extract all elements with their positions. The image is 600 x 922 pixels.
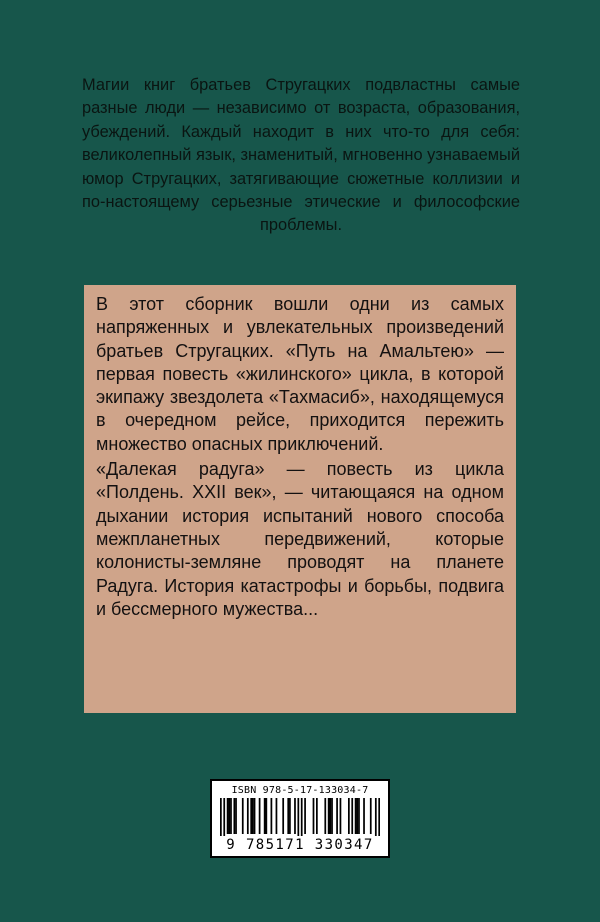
barcode-bar [223, 798, 225, 836]
barcode-bar [316, 798, 318, 834]
barcode-bar [242, 798, 244, 834]
barcode-bar [294, 798, 296, 834]
description-paragraph-1: В этот сборник вошли одни из самых напряженных и увлекательных произведений братьев Стругацких. «Путь на Амальтею» — первая повесть «жилинского» цикла, в которой экипажу звездолета «Тахмасиб», находящемуся в очередном рейсе, приходится пережить множество опасных приключений. [96, 294, 504, 454]
barcode-bar [313, 798, 315, 834]
barcode-bar [370, 798, 372, 834]
barcode-bar [331, 798, 333, 834]
barcode-bar [276, 798, 278, 834]
barcode-bar [220, 798, 222, 836]
blurb-text [82, 74, 520, 238]
barcode-bar [259, 798, 261, 834]
description-paragraph-2: «Далекая радуга» — повесть из цикла «Полдень. XXII век», — читающаяся на одном дыхании история испытаний нового способа межпланетных передвижений, которые колонисты-земляне проводят на планете Радуга. История катастрофы и борьбы, подвига и бессмерного мужества... [96, 459, 504, 619]
barcode-bar [271, 798, 273, 834]
barcode-bar [289, 798, 291, 834]
barcode-bar [375, 798, 377, 836]
barcode-bar [336, 798, 338, 834]
barcode-bar [228, 798, 230, 834]
barcode-bar [287, 798, 289, 834]
barcode-bar [304, 798, 306, 834]
barcode-bar [233, 798, 235, 834]
barcode-bar [264, 798, 266, 834]
barcode-bar [230, 798, 232, 834]
barcode-bar [250, 798, 252, 834]
barcode-bar [324, 798, 326, 834]
barcode-bar [227, 798, 229, 834]
barcode-image [220, 798, 380, 836]
barcode-bar [355, 798, 357, 834]
barcode-bar [351, 798, 353, 834]
barcode-bar [358, 798, 360, 834]
barcode-bar [301, 798, 303, 836]
barcode-bar [235, 798, 237, 834]
barcode-bar [356, 798, 358, 834]
barcode-bar [348, 798, 350, 834]
blurb-paragraph: Магии книг братьев Стругацких подвластны самые разные люди — независимо от возраста, образования, убеждений. Каждый находит в них что-то для себя: великолепный язык, знаменитый, мгновенно узнаваемый юмор Стругацких, затягивающие сюжетные коллизии и по-настоящему серьезные этические и философские проблемы. [82, 76, 520, 235]
barcode-bar [265, 798, 267, 834]
barcode-bar [329, 798, 331, 834]
barcode-bar [363, 798, 365, 834]
barcode-bar [247, 798, 249, 834]
barcode-bar [328, 798, 330, 834]
isbn-label: ISBN 978-5-17-133034-7 [231, 785, 369, 796]
barcode-bar [340, 798, 342, 834]
barcode-digits: 9 785171 330347 [226, 837, 374, 853]
barcode-bar [282, 798, 284, 834]
barcode-bar [254, 798, 256, 834]
barcode-bar [297, 798, 299, 836]
isbn-barcode-box [210, 779, 390, 858]
description-panel [84, 285, 516, 713]
barcode-bar [378, 798, 380, 836]
barcode-bar [252, 798, 254, 834]
